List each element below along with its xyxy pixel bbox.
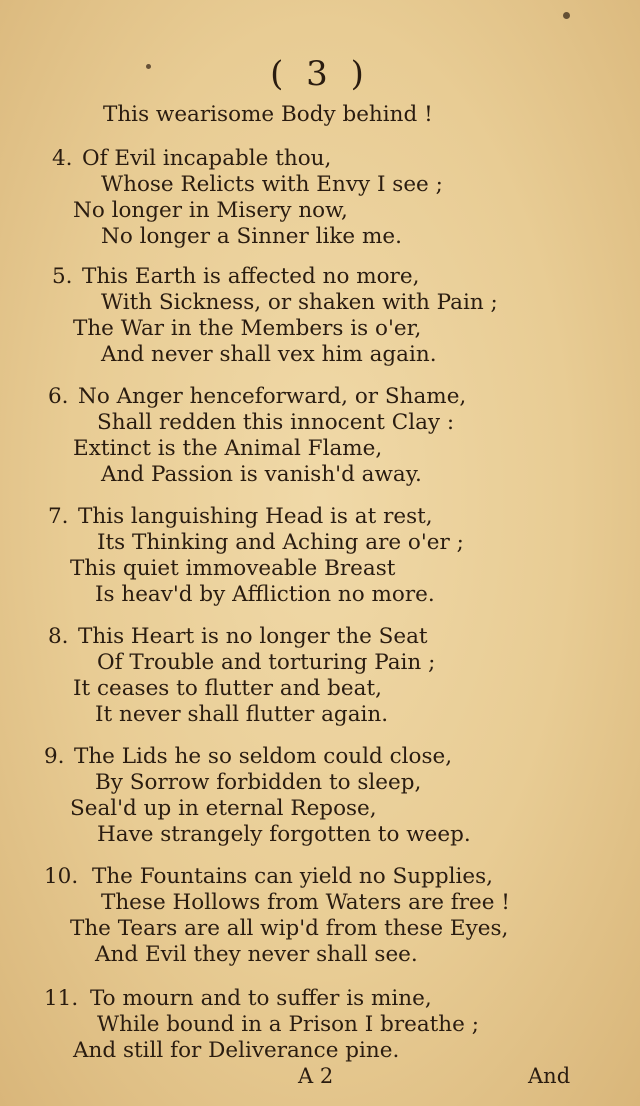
stanza-line: 6. No Anger henceforward, or Shame, xyxy=(48,384,467,409)
stanza-line: 9. The Lids he so seldom could close, xyxy=(44,744,453,769)
stanza-line: While bound in a Prison I breathe ; xyxy=(97,1012,479,1037)
stanza-number: 10. xyxy=(44,864,79,889)
catchword: And xyxy=(528,1064,571,1088)
stanza-line: 10. The Fountains can yield no Supplies, xyxy=(44,864,494,889)
stanza-number: 7. xyxy=(48,504,69,529)
stanza-line: 5. This Earth is affected no more, xyxy=(52,264,420,289)
stanza-line: 8. This Heart is no longer the Seat xyxy=(48,624,428,649)
stanza-line: With Sickness, or shaken with Pain ; xyxy=(101,290,498,315)
stanza-number: 6. xyxy=(48,384,69,409)
stanza-line: It ceases to flutter and beat, xyxy=(73,676,382,701)
stanza-line: And never shall vex him again. xyxy=(101,342,437,367)
stanza-line: 11. To mourn and to suffer is mine, xyxy=(44,986,432,1011)
stanza-line: Of Trouble and torturing Pain ; xyxy=(97,650,436,675)
stanza-line: It never shall flutter again. xyxy=(95,702,389,727)
stanza-line: Is heav'd by Affliction no more. xyxy=(95,582,435,607)
stanza-number: 8. xyxy=(48,624,69,649)
stanza-line: And Evil they never shall see. xyxy=(95,942,418,967)
stanza-line: Extinct is the Animal Flame, xyxy=(73,436,383,461)
stanza-number: 5. xyxy=(52,264,73,289)
stanza-number: 4. xyxy=(52,146,73,171)
stanza-line: Whose Relicts with Envy I see ; xyxy=(101,172,443,197)
stanza-line: The War in the Members is o'er, xyxy=(73,316,422,341)
stanza-line: And Passion is vanish'd away. xyxy=(101,462,422,487)
stanza-line: Shall redden this innocent Clay : xyxy=(97,410,455,435)
stanza-line: And still for Deliverance pine. xyxy=(73,1038,400,1063)
stanza-line: No longer a Sinner like me. xyxy=(101,224,402,249)
stanza-number: 11. xyxy=(44,986,79,1011)
stanza-line: 4. Of Evil incapable thou, xyxy=(52,146,332,171)
page-number: ( 3 ) xyxy=(270,54,370,94)
stanza-line: The Tears are all wip'd from these Eyes, xyxy=(70,916,509,941)
stanza-line: No longer in Misery now, xyxy=(73,198,348,223)
stanza-line: Have strangely forgotten to weep. xyxy=(97,822,471,847)
stanza-line: Its Thinking and Aching are o'er ; xyxy=(97,530,464,555)
stanza-line: By Sorrow forbidden to sleep, xyxy=(95,770,422,795)
signature-mark: A 2 xyxy=(298,1064,334,1088)
stanza-line: This quiet immoveable Breast xyxy=(70,556,396,581)
opening-line: This wearisome Body behind ! xyxy=(103,102,433,127)
stanza-line: Seal'd up in eternal Repose, xyxy=(70,796,377,821)
stanza-line: These Hollows from Waters are free ! xyxy=(101,890,510,915)
stanza-number: 9. xyxy=(44,744,65,769)
stanza-line: 7. This languishing Head is at rest, xyxy=(48,504,433,529)
ink-fleck xyxy=(563,12,570,19)
